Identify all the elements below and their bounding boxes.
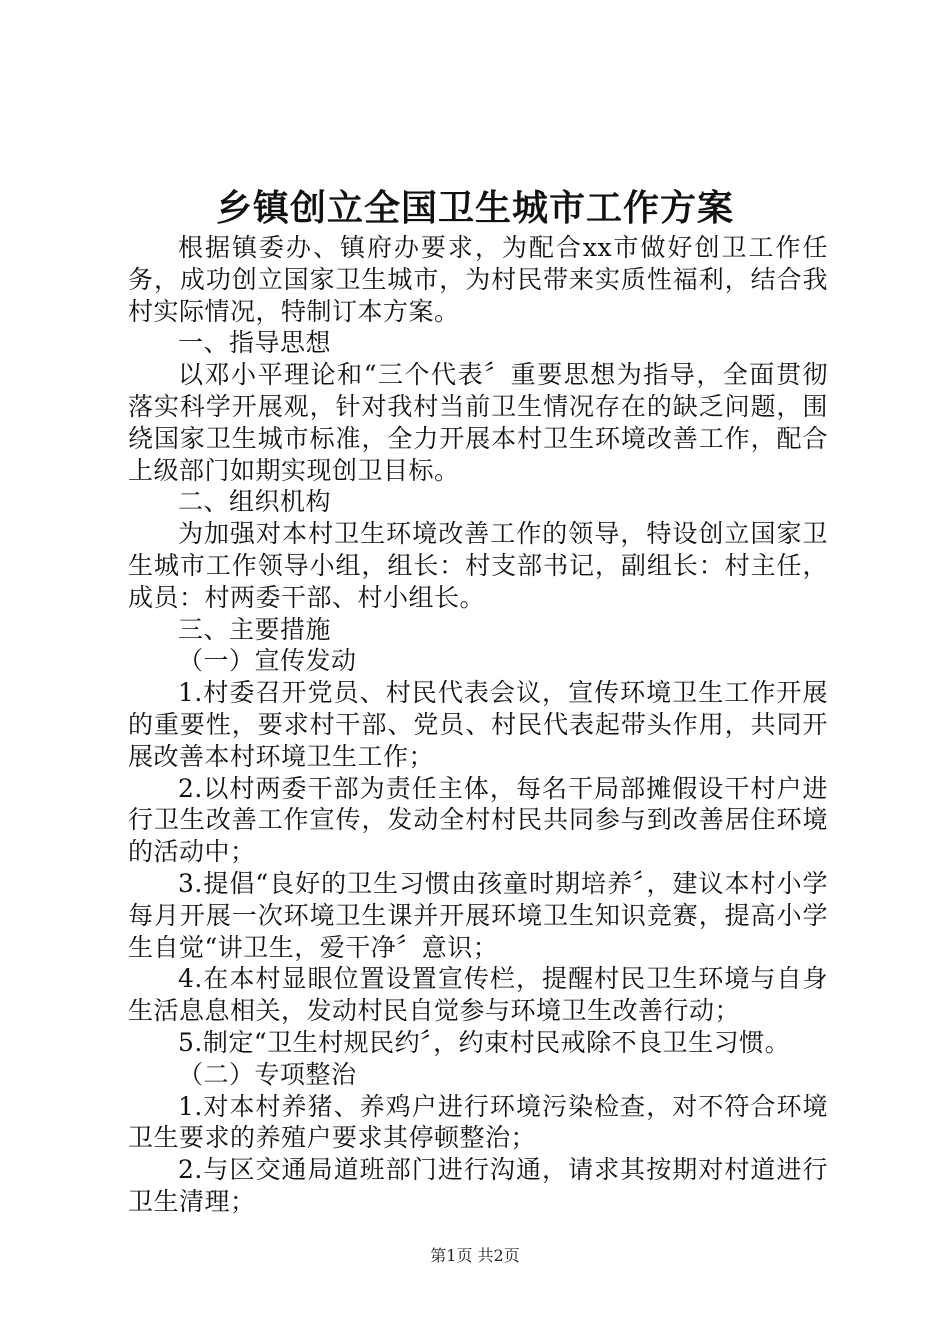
list-item-rectification-1: 1.对本村养猪、养鸡户进行环境污染检查，对不符合环境卫生要求的养殖户要求其停顿整治； — [128, 1091, 828, 1153]
list-item-publicity-3: 3.提倡“良好的卫生习惯由孩童时期培养〞，建议本村小学每月开展一次环境卫生课并开展环境卫生知识竞赛，提高小学生自觉“讲卫生，爱干净〞意识； — [128, 868, 828, 962]
section-heading-organization: 二、组织机构 — [178, 487, 332, 517]
paragraph-guiding-ideology: 以邓小平理论和“三个代表〞重要思想为指导，全面贯彻落实科学开展观，针对我村当前卫生情况存在的缺乏问题，围绕国家卫生城市标准，全力开展本村卫生环境改善工作，配合上级部门如期实现创卫目标。 — [128, 360, 828, 485]
section-heading-guiding-ideology: 一、指导思想 — [178, 328, 332, 358]
page-footer: 第1页 共2页 — [430, 1246, 520, 1265]
paragraph-intro: 根据镇委办、镇府办要求，为配合xx市做好创卫工作任务，成功创立国家卫生城市，为村民带来实质性福利，结合我村实际情况，特制订本方案。 — [128, 233, 828, 326]
subsection-heading-publicity: （一）宣传发动 — [178, 646, 357, 676]
list-item-rectification-2: 2.与区交通局道班部门进行沟通，请求其按期对村道进行卫生清理； — [128, 1155, 828, 1216]
list-item-publicity-1: 1.村委召开党员、村民代表会议，宣传环境卫生工作开展的重要性，要求村干部、党员、村民代表起带头作用，共同开展改善本村环境卫生工作； — [128, 678, 828, 771]
section-heading-main-measures: 三、主要措施 — [178, 614, 332, 644]
document-title: 乡镇创立全国卫生城市工作方案 — [215, 187, 734, 229]
subsection-heading-special-rectification: （二）专项整治 — [178, 1059, 357, 1089]
list-item-publicity-4: 4.在本村显眼位置设置宣传栏，提醒村民卫生环境与自身生活息息相关，发动村民自觉参与环境卫生改善行动； — [128, 964, 828, 1026]
list-item-publicity-2: 2.以村两委干部为责任主体，每名干局部摊假设干村户进行卫生改善工作宣传，发动全村村民共同参与到改善居住环境的活动中； — [128, 773, 828, 867]
document-body — [128, 232, 828, 1218]
paragraph-organization: 为加强对本村卫生环境改善工作的领导，特设创立国家卫生城市工作领导小组，组长：村支部书记，副组长：村主任，成员：村两委干部、村小组长。 — [128, 519, 828, 612]
list-item-publicity-5: 5.制定“卫生村规民约〞，约束村民戒除不良卫生习惯。 — [178, 1027, 791, 1057]
